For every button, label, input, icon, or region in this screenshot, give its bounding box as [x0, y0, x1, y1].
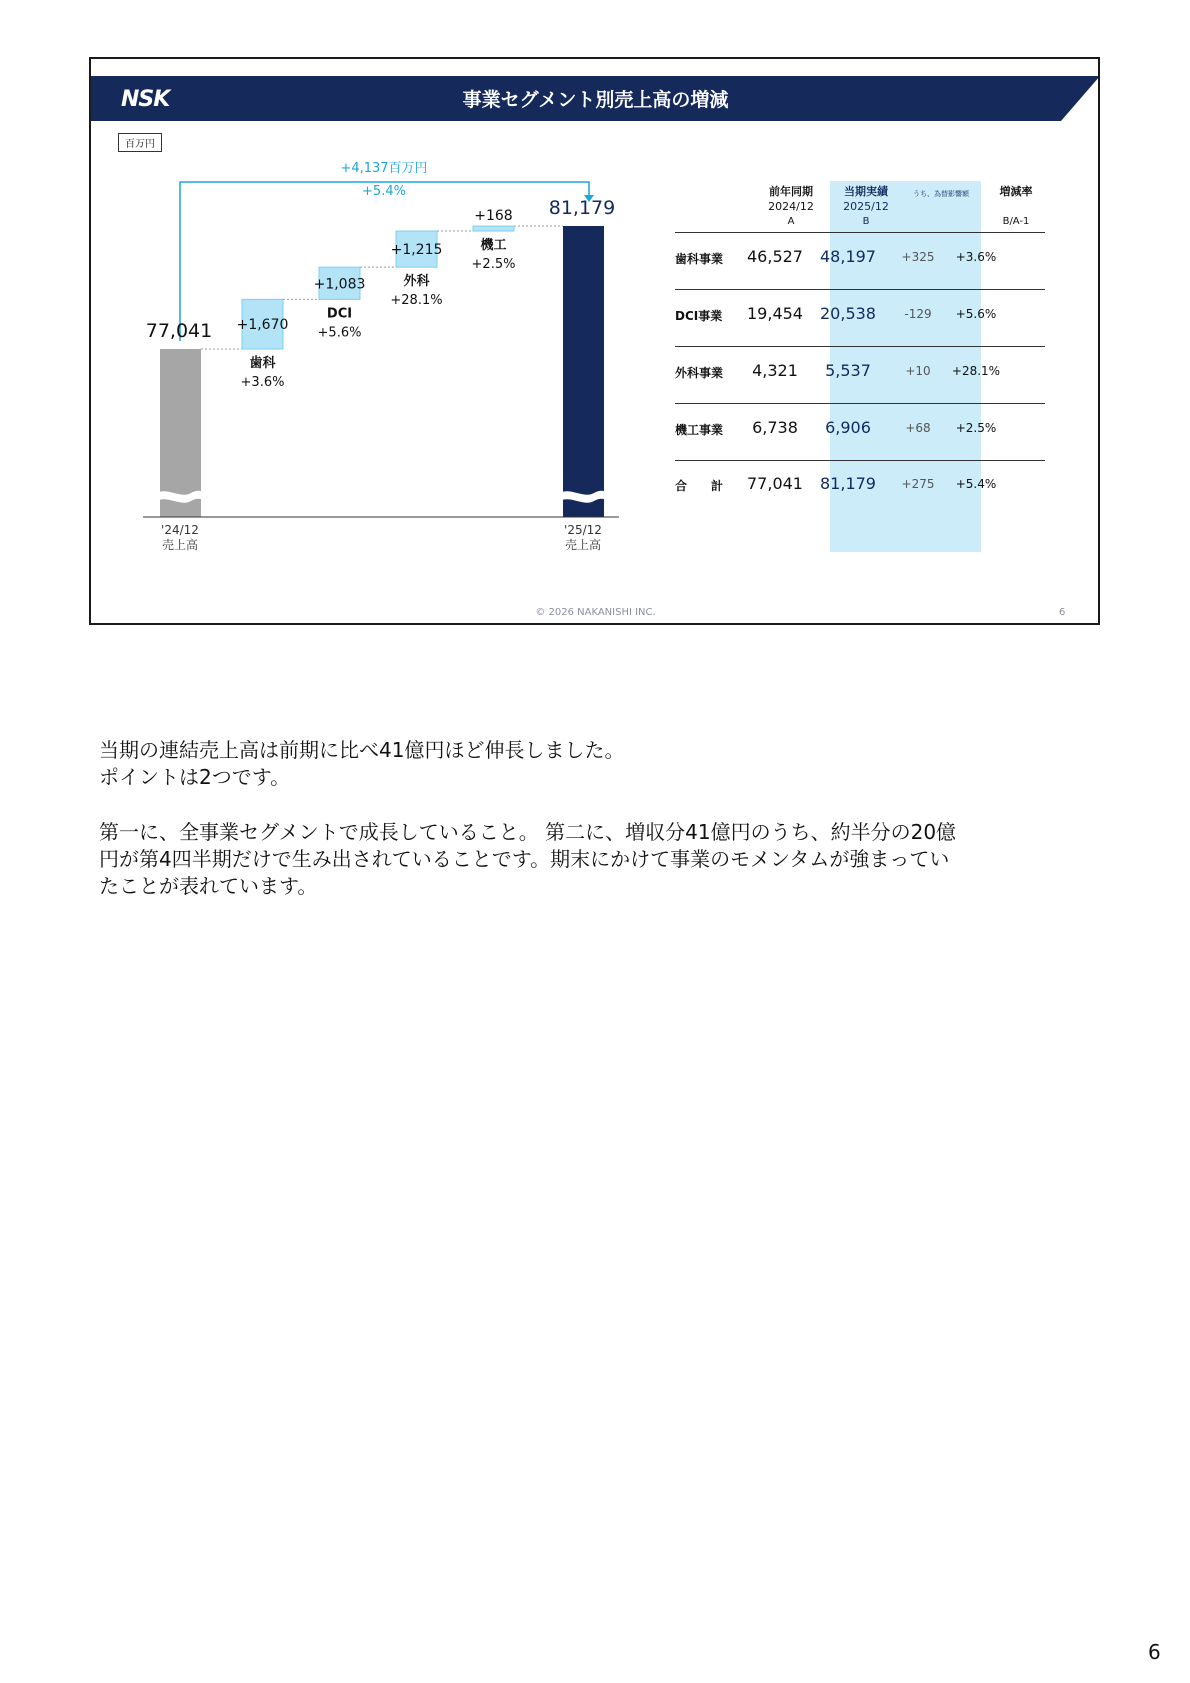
slide-title: 事業セグメント別売上高の増減	[462, 89, 729, 111]
table-cell-name: DCI事業	[675, 309, 723, 323]
table-cell-fx: +325	[901, 250, 935, 264]
header-fx	[899, 187, 983, 202]
step-pct-label: +5.6%	[317, 325, 362, 341]
table-cell-fx: +68	[905, 421, 931, 435]
table-cell-cur: 48,197	[820, 247, 876, 266]
table-cell-fx: -129	[904, 307, 932, 321]
narrative-paragraph-1	[99, 737, 624, 791]
header-fx-title: うち、為替影響額	[913, 190, 969, 198]
header-cur-code: B	[862, 216, 870, 227]
end-bar	[563, 226, 604, 517]
row-divider	[675, 289, 1045, 290]
header-rate	[991, 184, 1041, 229]
step-name-label: 外科	[403, 274, 430, 290]
narrative-paragraph-2	[99, 819, 956, 900]
table-cell-name: 機工事業	[675, 423, 724, 437]
step-delta-label: +1,670	[236, 317, 289, 334]
slide	[89, 57, 1100, 625]
waterfall-chart	[91, 59, 691, 599]
start-bar-value: 77,041	[145, 320, 213, 342]
table-cell-cur: 20,538	[820, 304, 876, 323]
table-cell-rate: +5.4%	[955, 477, 997, 491]
narrative-line: 円が第4四半期だけで生み出されていることです。期末にかけて事業のモメンタムが強まってい	[99, 847, 950, 871]
table-cell-cur: 81,179	[820, 474, 876, 493]
slide-page-number: 6	[1059, 607, 1066, 618]
table-cell-rate: +28.1%	[951, 364, 1001, 378]
step-delta-label: +168	[474, 208, 513, 225]
row-divider	[675, 403, 1045, 404]
table-cell-prev: 4,321	[752, 361, 798, 380]
table-cell-prev: 77,041	[747, 474, 803, 493]
row-divider	[675, 346, 1045, 347]
step-pct-label: +3.6%	[240, 375, 285, 390]
total-change-amount: +4,137百万円	[340, 161, 428, 176]
step-pct-label: +2.5%	[471, 257, 516, 273]
total-change-pct: +5.4%	[362, 184, 406, 199]
table-cell-rate: +3.6%	[955, 250, 997, 264]
table-header-rule	[675, 232, 1045, 233]
table-cell-rate: +5.6%	[955, 307, 997, 321]
table-cell-prev: 46,527	[747, 247, 803, 266]
step-delta-label: +1,083	[313, 276, 366, 293]
step-name-label: DCI	[326, 306, 353, 322]
header-cur	[831, 184, 901, 229]
header-prev	[761, 184, 821, 229]
table-cell-prev: 6,738	[752, 418, 798, 437]
header-prev-title: 前年同期	[769, 185, 813, 198]
unit-label: 百万円	[118, 133, 162, 152]
header-rate-title: 増減率	[999, 185, 1033, 198]
table-cell-fx: +275	[901, 477, 935, 491]
header-prev-period: 2024/12	[768, 200, 814, 213]
x-label-start-line1: '24/12	[161, 523, 199, 537]
step-group	[201, 208, 563, 390]
table-cell-rate: +2.5%	[955, 421, 997, 435]
table-cell-name: 合 計	[675, 479, 724, 493]
narrative-line: ポイントは2つです。	[99, 765, 291, 789]
page-number: 6	[1148, 1640, 1161, 1664]
header-prev-code: A	[787, 216, 795, 227]
x-label-end-line1: '25/12	[564, 523, 602, 537]
step-name-label: 機工	[480, 238, 507, 254]
step-bar-4	[473, 226, 514, 231]
header-rate-code: B/A-1	[1002, 216, 1030, 227]
x-label-end-line2: 売上高	[564, 538, 602, 552]
narrative-line: 当期の連結売上高は前期に比べ41億円ほど伸長しました。	[99, 738, 625, 762]
row-divider	[675, 460, 1045, 461]
header-cur-period: 2025/12	[843, 200, 889, 213]
copyright: © 2026 NAKANISHI INC.	[535, 607, 656, 618]
table-cell-cur: 6,906	[825, 418, 871, 437]
x-label-start-line2: 売上高	[161, 538, 199, 552]
narrative-line: 第一に、全事業セグメントで成長していること。 第二に、増収分41億円のうち、約半分の20億	[99, 820, 957, 844]
table-cell-name: 外科事業	[675, 366, 724, 380]
end-bar-value: 81,179	[548, 197, 616, 219]
table-cell-prev: 19,454	[747, 304, 803, 323]
step-pct-label: +28.1%	[390, 293, 443, 309]
table-cell-cur: 5,537	[825, 361, 871, 380]
header-cur-title: 当期実績	[844, 185, 888, 198]
step-delta-label: +1,215	[390, 242, 443, 259]
nsk-logo: NSK	[121, 87, 170, 112]
step-name-label: 歯科	[249, 356, 276, 371]
table-cell-name: 歯科事業	[675, 252, 724, 266]
table-cell-fx: +10	[905, 364, 931, 378]
narrative-line: たことが表れています。	[99, 874, 318, 898]
